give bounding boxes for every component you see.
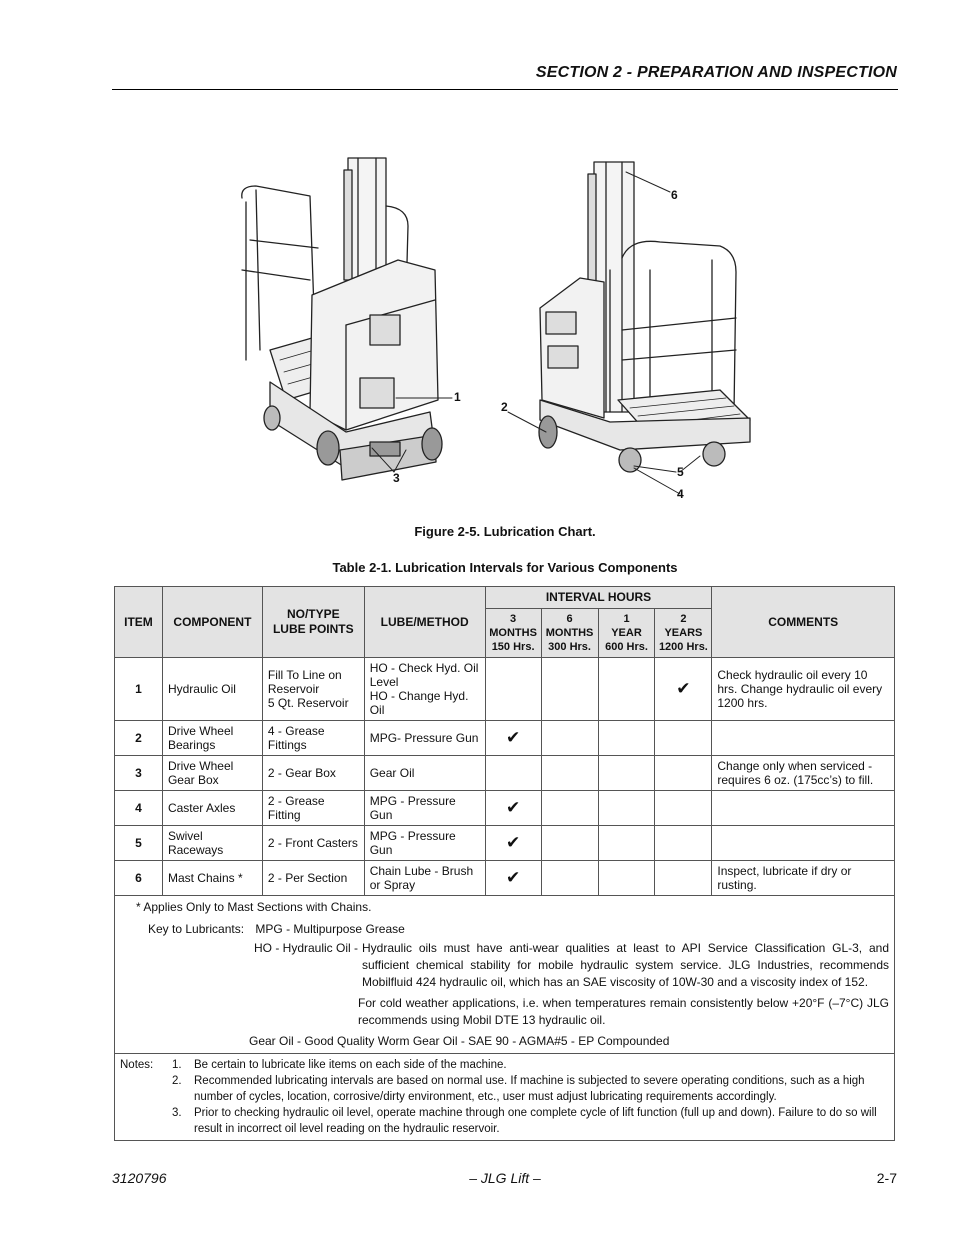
- row-item: 6: [115, 861, 163, 896]
- notes-spacer: [120, 1105, 172, 1137]
- interval-label: 600 Hrs.: [605, 641, 648, 653]
- row-check-2y: [655, 756, 712, 791]
- notes-spacer: [120, 1073, 172, 1105]
- header-lube-points-line2: LUBE POINTS: [272, 622, 354, 636]
- row-component: Hydraulic Oil: [162, 658, 262, 721]
- row-check-6m: [541, 791, 598, 826]
- callout-1: 1: [454, 390, 461, 404]
- header-interval-3-months: [485, 609, 541, 658]
- header-interval-1-year: [598, 609, 655, 658]
- key-ho-text: Hydraulic oils must have anti-wear qualities at least to API Service Classification GL-3, and sufficient chemical stability for mobile hydraulic system service. JLG Industries, recommends Mobilfluid 424 hydraulic oil, which has an SAE viscosity of 10W-30 and a viscosity index of 152.: [362, 941, 889, 989]
- callout-3: 3: [393, 471, 400, 485]
- header-interval-2-years: [655, 609, 712, 658]
- lubricant-key: [115, 896, 895, 1054]
- interval-label: 6: [566, 613, 573, 625]
- row-component: Caster Axles: [162, 791, 262, 826]
- header-interval-hours: INTERVAL HOURS: [485, 587, 712, 609]
- header-rule: [112, 89, 898, 90]
- row-comments: Check hydraulic oil every 10 hrs. Change hydraulic oil every 1200 hrs.: [712, 658, 895, 721]
- key-line-ho: [120, 940, 889, 991]
- note-number: 1.: [172, 1059, 182, 1071]
- row-check-6m: [541, 826, 598, 861]
- key-ho-label: HO - Hydraulic Oil -: [253, 941, 358, 955]
- interval-label: YEAR: [611, 627, 642, 639]
- row-comments: [712, 721, 895, 756]
- row-item: 1: [115, 658, 163, 721]
- row-check-6m: [541, 861, 598, 896]
- notes-label: Notes:: [120, 1059, 154, 1071]
- callout-4: 4: [677, 487, 684, 501]
- row-comments: [712, 791, 895, 826]
- callout-5: 5: [677, 465, 684, 479]
- note-text: Recommended lubricating intervals are based on normal use. If machine is subjected to severe operating conditions, such as a high number of cycles, location, corrosive/dirty environment, etc., user must adjust lubricating requirements accordingly.: [194, 1075, 865, 1103]
- notes-row: [115, 1054, 895, 1141]
- interval-label: MONTHS: [489, 627, 537, 639]
- row-lube-method: HO - Check Hyd. Oil Level HO - Change Hyd. Oil: [364, 658, 485, 721]
- asterisk-note: * Applies Only to Mast Sections with Chains.: [136, 900, 372, 914]
- row-check-3m: [485, 658, 541, 721]
- row-check-6m: [541, 721, 598, 756]
- row-item: 3: [115, 756, 163, 791]
- section-title: SECTION 2 - PREPARATION AND INSPECTION: [535, 64, 897, 81]
- notes: [115, 1054, 895, 1141]
- header-lube-method: LUBE/METHOD: [364, 587, 485, 658]
- row-check-2y: ✔: [655, 658, 712, 721]
- interval-label: 1200 Hrs.: [658, 641, 708, 653]
- row-lube-points: 2 - Per Section: [262, 861, 364, 896]
- row-component: Swivel Raceways: [162, 826, 262, 861]
- header-lube-points-line1: NO/TYPE: [286, 607, 340, 621]
- note-item: [120, 1073, 889, 1105]
- note-item: [120, 1105, 889, 1137]
- footer-page-number: 2-7: [876, 1170, 897, 1186]
- row-comments: [712, 826, 895, 861]
- table-row: [115, 658, 895, 721]
- right-machine-view: [508, 162, 750, 494]
- lubrication-table: [114, 586, 895, 1141]
- note-item: [120, 1057, 889, 1073]
- table-row: [115, 756, 895, 791]
- row-item: 2: [115, 721, 163, 756]
- row-check-3m: ✔: [485, 826, 541, 861]
- row-check-2y: [655, 861, 712, 896]
- row-check-2y: [655, 826, 712, 861]
- row-lube-method: Gear Oil: [364, 756, 485, 791]
- note-text: Prior to checking hydraulic oil level, operate machine through one complete cycle of lift function (full up and down). Failure to do so will result in incorrect oil level reading on the hydraulic reservoir.: [194, 1107, 877, 1135]
- note-text: Be certain to lubricate like items on each side of the machine.: [194, 1059, 507, 1071]
- interval-label: YEARS: [664, 627, 703, 639]
- header-lube-points: [262, 587, 364, 658]
- interval-label: 3: [510, 613, 517, 625]
- key-mpg: MPG - Multipurpose Grease: [255, 922, 405, 936]
- row-check-3m: [485, 756, 541, 791]
- key-line-mpg: [120, 921, 889, 938]
- header-interval-6-months: [541, 609, 598, 658]
- lubrication-figure: [230, 150, 770, 510]
- figure-caption: Figure 2-5. Lubrication Chart.: [414, 524, 596, 539]
- row-check-3m: ✔: [485, 791, 541, 826]
- interval-label: 1: [623, 613, 630, 625]
- row-lube-points: 2 - Front Casters: [262, 826, 364, 861]
- key-label: Key to Lubricants:: [148, 922, 245, 936]
- footer-doc-number: 3120796: [112, 1170, 167, 1186]
- row-lube-points: 4 - Grease Fittings: [262, 721, 364, 756]
- lift-illustration: [230, 150, 770, 510]
- row-check-3m: ✔: [485, 721, 541, 756]
- footer-center: – JLG Lift –: [469, 1170, 541, 1186]
- key-gear-oil: Gear Oil - Good Quality Worm Gear Oil - SAE 90 - AGMA#5 - EP Compounded: [249, 1034, 670, 1048]
- table-row: [115, 826, 895, 861]
- row-check-1y: [598, 756, 655, 791]
- lubricant-key-row: [115, 896, 895, 1054]
- row-lube-points: 2 - Gear Box: [262, 756, 364, 791]
- interval-label: 300 Hrs.: [548, 641, 591, 653]
- left-machine-view: [242, 158, 452, 480]
- row-check-6m: [541, 658, 598, 721]
- row-check-2y: [655, 721, 712, 756]
- header-comments: COMMENTS: [712, 587, 895, 658]
- interval-label: MONTHS: [545, 627, 594, 639]
- row-lube-points: Fill To Line on Reservoir 5 Qt. Reservoir: [262, 658, 364, 721]
- row-lube-method: MPG - Pressure Gun: [364, 826, 485, 861]
- table-row: [115, 791, 895, 826]
- table-header-row: [115, 587, 895, 609]
- callout-2: 2: [501, 400, 508, 414]
- row-lube-method: MPG - Pressure Gun: [364, 791, 485, 826]
- header-item: ITEM: [115, 587, 163, 658]
- header-component: COMPONENT: [162, 587, 262, 658]
- row-check-1y: [598, 861, 655, 896]
- row-component: Mast Chains *: [162, 861, 262, 896]
- row-check-2y: [655, 791, 712, 826]
- row-item: 5: [115, 826, 163, 861]
- key-cold-weather: For cold weather applications, i.e. when temperatures remain consistently below +20°F (–7°C) JLG recommends using Mobil DTE 13 hydraulic oil.: [358, 996, 889, 1027]
- note-number: 2.: [172, 1075, 182, 1087]
- row-comments: Inspect, lubricate if dry or rusting.: [712, 861, 895, 896]
- row-item: 4: [115, 791, 163, 826]
- row-check-6m: [541, 756, 598, 791]
- table-row: [115, 721, 895, 756]
- table-row: [115, 861, 895, 896]
- row-lube-method: Chain Lube - Brush or Spray: [364, 861, 485, 896]
- row-check-3m: ✔: [485, 861, 541, 896]
- note-number: 3.: [172, 1107, 182, 1119]
- row-component: Drive Wheel Gear Box: [162, 756, 262, 791]
- row-check-1y: [598, 826, 655, 861]
- table-caption: Table 2-1. Lubrication Intervals for Various Components: [332, 560, 678, 575]
- row-check-1y: [598, 658, 655, 721]
- row-lube-points: 2 - Grease Fitting: [262, 791, 364, 826]
- callout-6: 6: [671, 188, 678, 202]
- row-component: Drive Wheel Bearings: [162, 721, 262, 756]
- row-lube-method: MPG- Pressure Gun: [364, 721, 485, 756]
- interval-label: 2: [680, 613, 687, 625]
- row-check-1y: [598, 791, 655, 826]
- row-check-1y: [598, 721, 655, 756]
- row-comments: Change only when serviced - requires 6 oz. (175cc’s) to fill.: [712, 756, 895, 791]
- interval-label: 150 Hrs.: [491, 641, 535, 653]
